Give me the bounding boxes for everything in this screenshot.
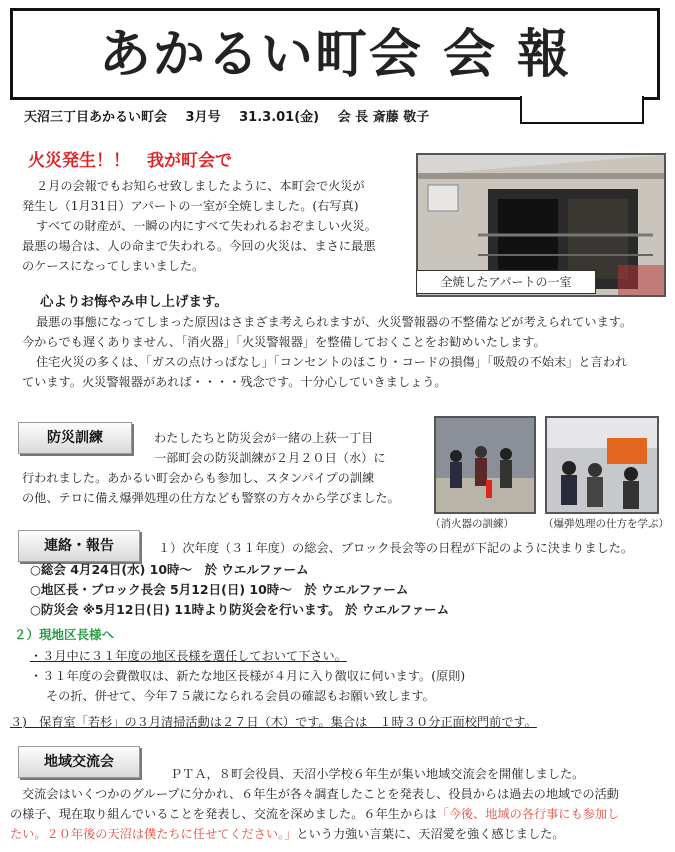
drill-line: わたしたちと防災会が一緒の上荻一丁目: [154, 431, 374, 445]
report-item-3: ３) 保育室「若杉」の３月清掃活動は２７日（木）です。集合は １時３０分正面校門前です。: [10, 715, 537, 729]
fire-line: 住宅火災の多くは、「ガスの点けっぱなし」「コンセントのほこり・コードの損傷」「吸殻の不始末」と言われ: [36, 355, 628, 369]
exchange-line-1: ＰＴＡ，８町会役員、天沼小学校６年生が集い地域交流会を開催しました。: [170, 767, 585, 781]
issue-header: [24, 106, 654, 125]
fire-line: のケースになってしまいました。: [22, 259, 205, 273]
schedule-item: ○地区長・ブロック長会 5月12日(日) 10時～ 於 ウエルファーム: [30, 582, 409, 597]
fire-line: ２月の会報でもお知らせ致しましたように、本町会で火災が: [36, 179, 365, 193]
fire-line: 発生し（1月31日）アパートの一室が全焼しました。(右写真): [22, 199, 359, 213]
exchange-text: の様子、現在取り組んでいることを発表し、交流を深めました。６年生からは: [10, 807, 437, 821]
fire-body-2: [22, 312, 662, 392]
drill-caption-1: （消火器の訓練）: [430, 518, 514, 530]
report-item-2-body: [30, 646, 650, 706]
item2-line: ・３月中に３１年度の地区長様を選任しておいて下さい。: [30, 649, 347, 663]
exchange-section-label: 地域交流会: [18, 746, 140, 778]
drill-line: の他、テロに備え爆弾処理の仕方なども警察の方々から学びました。: [22, 491, 400, 505]
masthead: [10, 8, 660, 100]
photo-caption: 全焼したアパートの一室: [416, 270, 596, 294]
report-item-1: １）次年度（３１年度）の総会、ブロック長会等の日程が下記のように決まりました。: [158, 541, 634, 555]
fire-line: ています。火災警報器があれば・・・・残念です。十分心していきましょう。: [22, 375, 447, 389]
fire-line: 今からでも遅くありません、「消火器」「火災警報器」を整備しておくことをお勧めいたします。: [22, 335, 546, 349]
exchange-line-3: [10, 804, 619, 824]
drill-crowd-image: [436, 418, 534, 512]
newsletter-title: あかるい町会 会 報: [98, 25, 572, 85]
fire-line: 最悪の場合は、人の命まで失われる。今回の火災は、まさに最悪: [22, 239, 376, 253]
extinguisher-drill-photo: [434, 416, 536, 514]
exchange-line-4: [10, 824, 565, 844]
drill-line: 一部町会の防災訓練が２月２０日（水）に: [154, 451, 386, 465]
issue-number: 3月号: [185, 110, 221, 125]
report-section-label: 連絡・報告: [18, 530, 140, 562]
drill-body: [22, 428, 432, 508]
schedule-item: ○総会 4月24日(水) 10時～ 於 ウエルファーム: [30, 562, 309, 577]
org-name: 天沼三丁目あかるい町会: [24, 110, 168, 125]
exchange-text: という力強い言葉に、天沼愛を強く感じました。: [296, 827, 565, 841]
condolence: 心よりお悔やみ申し上げます。: [40, 294, 228, 310]
exchange-line-2: 交流会はいくつかのグループに分かれ、６年生が各々調査したことを発表し、役員からは過去の地域での活動: [22, 787, 619, 801]
drill-caption-2: （爆弾処理の仕方を学ぶ）: [543, 518, 669, 530]
fire-line: 最悪の事態になってしまった原因はさまざま考えられますが、火災警報器の不整備などが考えられています。: [36, 315, 633, 329]
student-quote: 「今後、地域の各行事にも参加し: [436, 807, 620, 821]
student-quote-cont: たい。２０年後の天沼は僕たちに任せてください。」: [10, 827, 297, 841]
fire-body: [22, 176, 417, 276]
report-item-2-title: ２）現地区長様へ: [14, 627, 115, 642]
drill-section-label: 防災訓練: [18, 422, 132, 454]
fire-headline: 火災発生！！ 我が町会で: [28, 151, 232, 171]
drill-line: 行われました。あかるい町会からも参加し、スタンパイプの訓練: [22, 471, 375, 485]
fire-line: すべての財産が、一瞬の内にすべて失われるおぞましい火災。: [36, 219, 377, 233]
bomb-training-image: [547, 418, 657, 512]
schedule-list: [30, 560, 449, 620]
bomb-disposal-photo: [545, 416, 659, 514]
item2-line: ・３１年度の会費徴収は、新たな地区長様が４月に入り徴収に伺います。(原則): [30, 669, 466, 683]
chairperson: 会 長 斎藤 敬子: [337, 110, 430, 125]
schedule-item: ○防災会 ※5月12日(日) 11時より防災会を行います。 於 ウエルファーム: [30, 602, 450, 617]
issue-date: 31.3.01(金): [239, 110, 320, 125]
item2-line: その折、併せて、今年７５歳になられる会員の確認もお願い致します。: [46, 689, 435, 703]
